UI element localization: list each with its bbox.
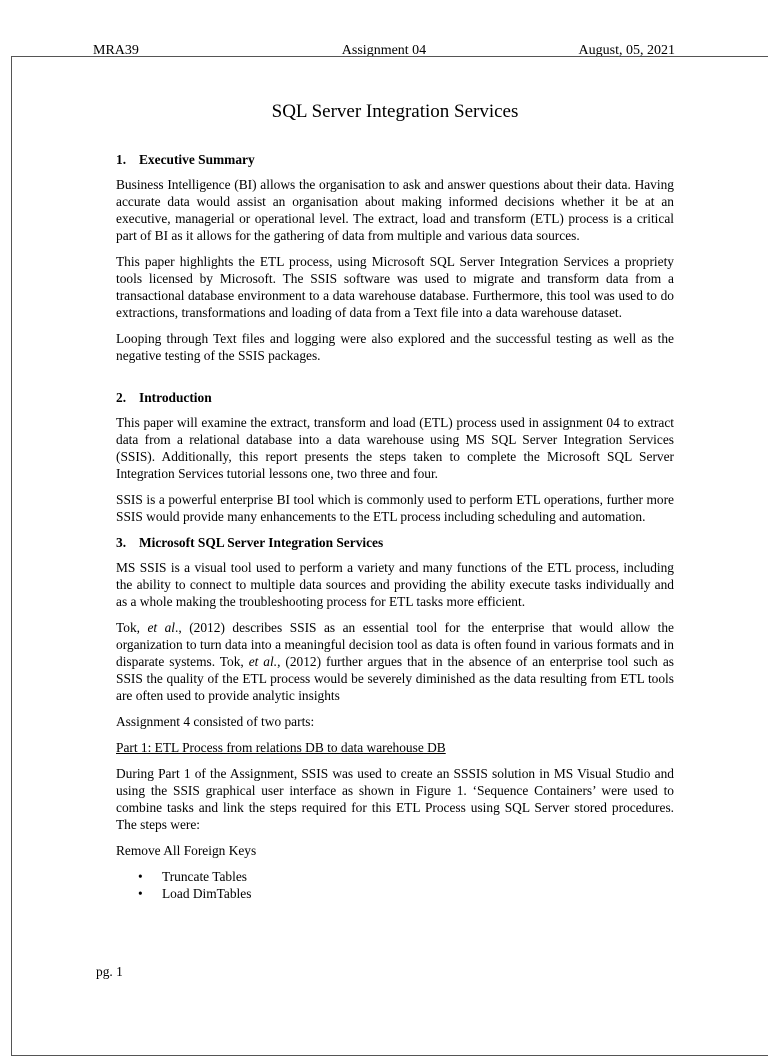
- section-number: 3.: [116, 535, 127, 550]
- paragraph: This paper highlights the ETL process, using Microsoft SQL Server Integration Services a propriety tools licensed by Microsoft. The SSIS software was used to migrate and transform data from a transactional database environment to a data warehouse database. Furthermore, this tool was used to do extractions, transformations and loading of data from a Text file into a data warehouse dataset.: [116, 254, 674, 320]
- header-date: August, 05, 2021: [578, 43, 675, 58]
- paragraph: Assignment 4 consisted of two parts:: [116, 714, 315, 729]
- steps-list: [116, 868, 674, 902]
- text-run: , (2012) further argues that in the absence of an enterprise tool such as SSIS the quality of the ETL process would be severely diminished as the data resulting from ETL tools are often used to provide analytic insights: [116, 654, 674, 703]
- paragraph: During Part 1 of the Assignment, SSIS was used to create an SSSIS solution in MS Visual Studio and using the SSIS graphical user interface as shown in Figure 1. ‘Sequence Containers’ were used to combine tasks and link the steps required for this ETL Process using SQL Server stored procedures. The steps were:: [116, 766, 674, 832]
- list-item: [116, 868, 674, 885]
- section-number: 2.: [116, 390, 127, 405]
- paragraph: Business Intelligence (BI) allows the organisation to ask and answer questions about their data. Having accurate data would assist an organisation about making informed decisions whether it be at an executive, managerial or operational level. The extract, load and transform (ETL) process is a critical part of BI as it allows for the gathering of data from multiple and various data sources.: [116, 177, 674, 243]
- bullet-icon: •: [138, 869, 143, 884]
- paragraph: Looping through Text files and logging were also explored and the successful testing as well as the negative testing of the SSIS packages.: [116, 331, 674, 363]
- document-body: [116, 100, 674, 902]
- section-heading-executive-summary: [116, 151, 674, 168]
- section-title: Introduction: [139, 390, 212, 405]
- header-course-code: MRA39: [93, 43, 139, 58]
- list-item-text: Truncate Tables: [162, 869, 247, 884]
- list-item-text: Load DimTables: [162, 886, 252, 901]
- paragraph: Remove All Foreign Keys: [116, 843, 257, 858]
- bullet-icon: •: [138, 886, 143, 901]
- text-run-italic: et al: [147, 620, 176, 635]
- section-heading-introduction: [116, 389, 674, 406]
- list-item: [116, 885, 674, 902]
- section-number: 1.: [116, 152, 127, 167]
- part1-heading: Part 1: ETL Process from relations DB to data warehouse DB: [116, 740, 446, 755]
- section-title: Microsoft SQL Server Integration Services: [139, 535, 384, 550]
- page-number: pg. 1: [96, 964, 123, 979]
- header-assignment: Assignment 04: [341, 43, 427, 58]
- text-run: ., (2012) describes SSIS as an essential tool for the enterprise that would allow the organization to turn data into a meaningful decision tool as data is often found in various formats and in disparate systems. Tok,: [116, 620, 674, 669]
- paragraph: This paper will examine the extract, transform and load (ETL) process used in assignment 04 to extract data from a relational database into a data warehouse using MS SQL Server Integration Services (SSIS). Additionally, this report presents the steps taken to complete the Microsoft SQL Server Integration Services tutorial lessons one, two three and four.: [116, 415, 674, 481]
- text-run: Tok,: [116, 620, 148, 635]
- paragraph: MS SSIS is a visual tool used to perform a variety and many functions of the ETL process, including the ability to connect to multiple data sources and providing the ability execute tasks individually and as a whole making the troubleshooting process for ETL tasks more efficient.: [116, 560, 674, 609]
- section-title: Executive Summary: [139, 152, 255, 167]
- paragraph-citation: [116, 619, 674, 704]
- section-heading-ssis: [116, 534, 674, 551]
- paragraph: SSIS is a powerful enterprise BI tool which is commonly used to perform ETL operations, further more SSIS would provide many enhancements to the ETL process including scheduling and automation.: [116, 492, 674, 524]
- document-title: SQL Server Integration Services: [271, 101, 519, 122]
- text-run-italic: et al.: [248, 654, 278, 669]
